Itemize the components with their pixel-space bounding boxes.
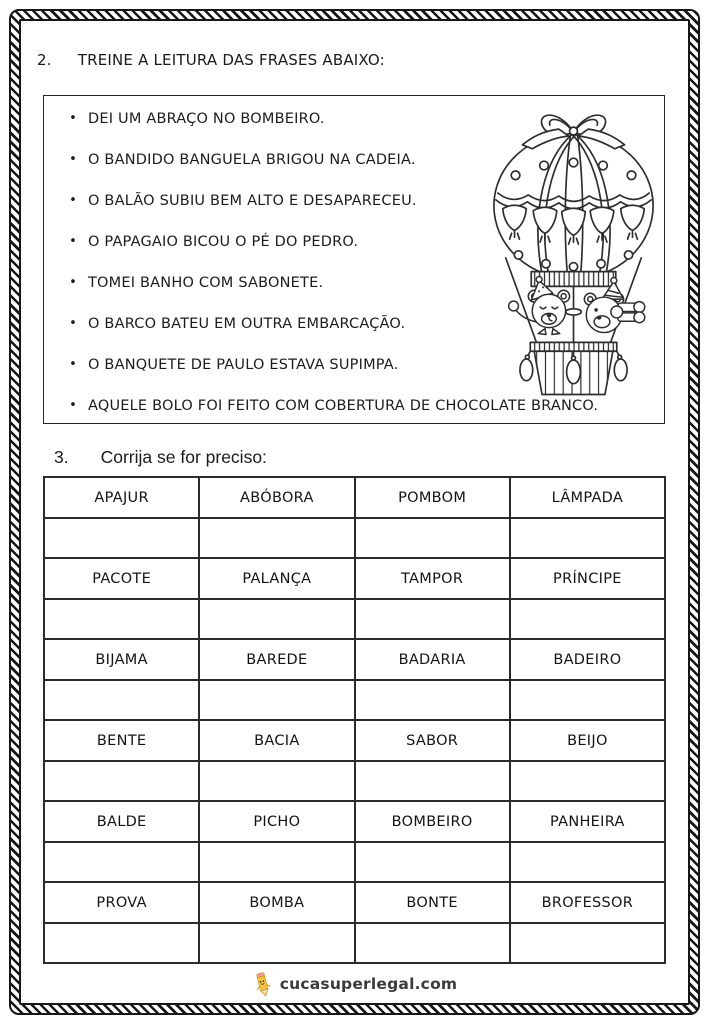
bullet-icon: • — [69, 234, 77, 249]
section-2-number: 2. — [37, 51, 52, 69]
section-3-title: Corrija se for preciso: — [100, 447, 267, 467]
footer-site-text: cucasuperlegal.com — [279, 975, 458, 993]
empty-cell — [355, 518, 510, 558]
word-row — [44, 639, 665, 680]
sentence-item — [58, 385, 664, 426]
word-cell: TAMPOR — [355, 558, 510, 599]
empty-cell — [355, 923, 510, 963]
empty-cell — [355, 599, 510, 639]
empty-cell — [355, 680, 510, 720]
empty-cell — [199, 680, 354, 720]
word-cell: BALDE — [44, 801, 199, 842]
word-cell: ABÓBORA — [199, 477, 354, 518]
answer-row — [44, 761, 665, 801]
word-cell: BACIA — [199, 720, 354, 761]
bullet-icon: • — [69, 275, 77, 290]
sentence-item — [58, 344, 664, 385]
word-cell: BENTE — [44, 720, 199, 761]
sentence-text: O BANDIDO BANGUELA BRIGOU NA CADEIA. — [88, 151, 416, 168]
word-cell: BOMBA — [199, 882, 354, 923]
empty-cell — [44, 599, 199, 639]
word-cell: BADARIA — [355, 639, 510, 680]
answer-row — [44, 599, 665, 639]
sentence-text: O BARCO BATEU EM OUTRA EMBARCAÇÃO. — [88, 315, 406, 332]
page-content — [21, 21, 688, 1003]
word-cell: LÂMPADA — [510, 477, 665, 518]
bullet-icon: • — [69, 193, 77, 208]
sentence-item — [58, 303, 664, 344]
answer-row — [44, 923, 665, 963]
section-3-number: 3. — [54, 447, 69, 467]
empty-cell — [510, 599, 665, 639]
word-cell: BIJAMA — [44, 639, 199, 680]
word-cell: PICHO — [199, 801, 354, 842]
empty-cell — [44, 518, 199, 558]
sentence-text: TOMEI BANHO COM SABONETE. — [88, 274, 324, 291]
answer-row — [44, 842, 665, 882]
empty-cell — [510, 923, 665, 963]
word-cell: BROFESSOR — [510, 882, 665, 923]
section-2-title: TREINE A LEITURA DAS FRASES ABAIXO: — [77, 51, 385, 69]
word-cell: POMBOM — [355, 477, 510, 518]
empty-cell — [44, 842, 199, 882]
section-2-heading — [37, 51, 385, 69]
sentence-item — [58, 180, 664, 221]
sentence-text: O BALÃO SUBIU BEM ALTO E DESAPARECEU. — [88, 192, 417, 209]
empty-cell — [44, 680, 199, 720]
word-cell: PRÍNCIPE — [510, 558, 665, 599]
footer — [21, 967, 688, 1001]
word-cell: PROVA — [44, 882, 199, 923]
sentence-item — [58, 221, 664, 262]
bullet-icon: • — [69, 316, 77, 331]
word-cell: BONTE — [355, 882, 510, 923]
empty-cell — [355, 842, 510, 882]
empty-cell — [199, 518, 354, 558]
word-row — [44, 801, 665, 842]
empty-cell — [510, 518, 665, 558]
word-row — [44, 882, 665, 923]
sentence-item — [58, 262, 664, 303]
rope-border — [9, 9, 700, 1015]
word-cell: PALANÇA — [199, 558, 354, 599]
empty-cell — [510, 842, 665, 882]
empty-cell — [199, 842, 354, 882]
empty-cell — [44, 761, 199, 801]
section-3-heading — [54, 447, 267, 468]
empty-cell — [199, 923, 354, 963]
word-row — [44, 720, 665, 761]
word-cell: BEIJO — [510, 720, 665, 761]
empty-cell — [199, 761, 354, 801]
correction-table — [43, 476, 666, 964]
sentence-item — [58, 139, 664, 180]
sentence-text: AQUELE BOLO FOI FEITO COM COBERTURA DE CHOCOLATE BRANCO. — [88, 397, 599, 414]
empty-cell — [510, 680, 665, 720]
word-cell: APAJUR — [44, 477, 199, 518]
bullet-icon: • — [69, 111, 77, 126]
bullet-icon: • — [69, 152, 77, 167]
page-inner — [19, 19, 690, 1005]
answer-row — [44, 518, 665, 558]
sentence-item — [58, 98, 664, 139]
empty-cell — [199, 599, 354, 639]
sentence-text: O BANQUETE DE PAULO ESTAVA SUPIMPA. — [88, 356, 399, 373]
sentence-text: DEI UM ABRAÇO NO BOMBEIRO. — [88, 110, 325, 127]
word-cell: SABOR — [355, 720, 510, 761]
bullet-icon: • — [69, 398, 77, 413]
pencil-mascot-icon — [252, 970, 273, 998]
empty-cell — [44, 923, 199, 963]
answer-row — [44, 680, 665, 720]
word-cell: PACOTE — [44, 558, 199, 599]
sentence-text: O PAPAGAIO BICOU O PÉ DO PEDRO. — [88, 233, 359, 250]
word-cell: BADEIRO — [510, 639, 665, 680]
word-cell: BAREDE — [199, 639, 354, 680]
empty-cell — [355, 761, 510, 801]
sentence-box — [43, 95, 665, 424]
sentence-list — [44, 96, 664, 426]
word-row — [44, 477, 665, 518]
word-cell: BOMBEIRO — [355, 801, 510, 842]
word-cell: PANHEIRA — [510, 801, 665, 842]
empty-cell — [510, 761, 665, 801]
bullet-icon: • — [69, 357, 77, 372]
word-row — [44, 558, 665, 599]
